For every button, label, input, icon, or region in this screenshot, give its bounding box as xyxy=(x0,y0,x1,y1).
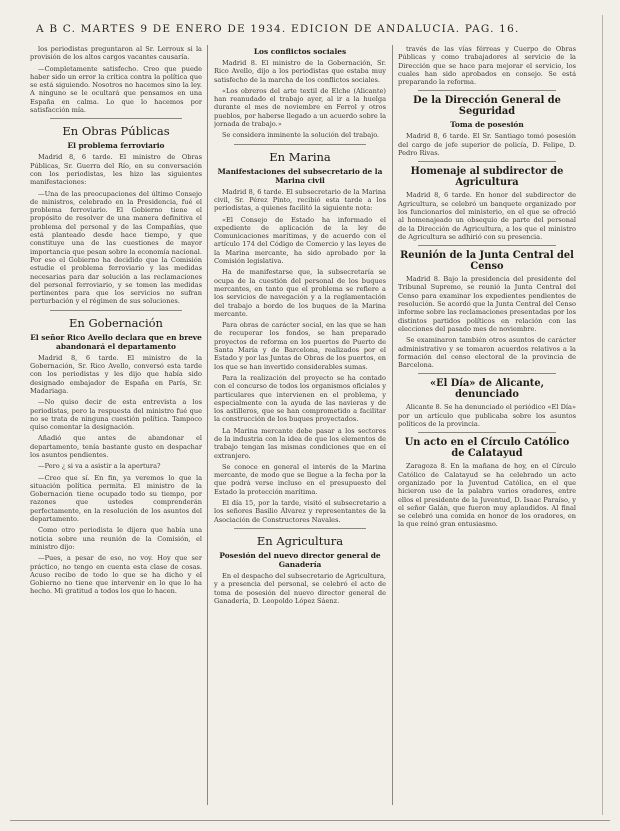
paragraph: través de las vías férreas y Cuerpo de Obras Públicas y como trabajadores al servicio de la Dirección que se hace para mejorar el servicio, los cuales han sido aprobados en consejo. Se está preparando la reforma. xyxy=(398,45,576,87)
section-rule xyxy=(234,528,366,529)
paragraph: Se examinaron también otros asuntos de carácter administrativo y se tomaron acuerdos relativos a la formación del censo electoral de la provincia de Barcelona. xyxy=(398,336,576,370)
paragraph: Madrid 8. Bajo la presidencia del presidente del Tribunal Supremo, se reunió la Junta Central del Censo para examinar los expedientes pendientes de resolución. Se acordó que la Junta Central del Censo informe sobre las reclamaciones presentadas por los distintos partidos políticos en relación con las elecciones del pasado mes de noviembre. xyxy=(398,275,576,333)
section-rule xyxy=(418,245,556,246)
paragraph: Añadió que antes de abandonar el departamento, tenía bastante gusto en despachar los asuntos pendientes. xyxy=(30,434,202,459)
paragraph: los periodistas preguntaron al Sr. Lerroux si la provisión de los altos cargos vacantes causaría. xyxy=(30,45,202,62)
paragraph: Para obras de carácter social, en las que se han de recuperar los fondos, se han preparado proyectos de reforma en los puertos de Puerto de Santa María y de Barcelona, realizados por el Estado y por las Juntas de Obras de los puertos, en los que se han invertido considerables sumas. xyxy=(214,321,386,371)
section-heading-homenaje: Homenaje al subdirector de Agricultura xyxy=(410,166,564,189)
section-heading-agricultura: En Agricultura xyxy=(256,533,344,548)
column-3 xyxy=(398,45,576,805)
paragraph: —Una de las preocupaciones del último Consejo de ministros, celebrado en la Presidencia, fué el problema ferroviario. El Gobierno tiene el propósito de resolver de una manera definitiva el problema del personal y de las Compañías, que está planteado desde hace tiempo, y que constituye una de las cuestiones de mayor importancia que pesan sobre la economía nacional. Por eso el Gobierno ha decidido que la Comisión estudie el problema ferroviario y las medidas necesarias para dar solución a las reclamaciones del personal ferroviario, y se tomen las medidas pertinentes para que los servicios no sufran perturbación y el régimen de sus soluciones. xyxy=(30,189,202,306)
section-rule xyxy=(418,373,556,374)
section-rule xyxy=(418,161,556,162)
paragraph: —No quiso decir de esta entrevista a los periodistas, pero la respuesta del ministro fué que no se trata de ninguna cuestión política. Tampoco quiso comentar la designación. xyxy=(30,398,202,432)
paragraph: Ha de manifestarse que, la subsecretaría se ocupa de la cuestión del personal de los buques mercantes, en tanto que el problema se refiere a los servicios de navegación y a la reglamentación del trabajo a bordo de los buques de la Marina mercante. xyxy=(214,268,386,318)
column-divider xyxy=(207,45,208,805)
section-rule xyxy=(50,118,182,119)
column-divider xyxy=(392,45,393,805)
section-heading-el-dia: «El Día» de Alicante, denunciado xyxy=(430,378,544,401)
paragraph: —Creo que sí. En fin, ya veremos lo que la situación política permita. El ministro de la Gobernación tiene ocupado todo su tiempo, por razones que ustedes comprenderán perfectamente, en la resolución de los asuntos del departamento. xyxy=(30,473,202,524)
paragraph: El día 15, por la tarde, visitó el subsecretario a los señores Basilio Álvarez y representantes de la Asociación de Constructores Navales. xyxy=(214,499,386,524)
paragraph: «El Consejo de Estado ha informado el expediente de aplicación de la ley de Comunicaciones marítimas, y de acuerdo con el artículo 174 del Código de Comercio y las leyes de la Marina mercante, ha sido aprobado por la Comisión legislativa. xyxy=(214,215,386,266)
paragraph: —Pues, a pesar de eso, no voy. Hoy que ser práctico, no tengo en cuenta esta clase de cosas. Acuso recibo de todo lo que se ha dicho y el Gobierno no tiene que intervenir en lo que lo ha hecho. Mi gratitud a todos los que lo hacen. xyxy=(30,554,202,596)
section-rule xyxy=(418,90,556,91)
subheading-posesion-ganaderia: Posesión del nuevo director general de Ganadería xyxy=(219,550,381,569)
paragraph: Madrid 8, 6 tarde. El ministro de Obras Públicas, Sr. Guerra del Río, en su conversación con los periodistas, les hizo las siguientes manifestaciones: xyxy=(30,153,202,187)
subheading-subsecretario-marina: Manifestaciones del subsecretario de la Marina civil xyxy=(217,166,383,185)
column-1 xyxy=(30,45,202,805)
paragraph: —Completamente satisfecho. Creo que puede haber sido un error la crítica contra la política que se está siguiendo. Nosotros no hacemos sino la ley. A ninguno se le ocultará que pensamos en una España en calma. Lo que lo hacemos por satisfacción mía. xyxy=(30,64,202,115)
paragraph: Se conoce en general el interés de la Marina mercante, de modo que se llegue a la fecha por la que podrá verse incluso en el presupuesto del Estado la protección marítima. xyxy=(214,462,386,496)
paragraph: Como otro periodista le dijera que había una noticia sobre una reunión de la Comisión, el ministro dijo: xyxy=(30,526,202,551)
page-edge-line xyxy=(602,15,603,815)
paragraph: Zaragoza 8. En la mañana de hoy, en el Círculo Católico de Calatayud se ha celebrado un acto organizado por la Juventud Católica, en el que hicieron uso de la palabra varios oradores, entre ellos el presidente de la Juventud, D. Isaac Paraíso, y el señor Galán, que fueron muy aplaudidos. Al final se celebró una comida en honor de los oradores, en la que reinó gran entusiasmo. xyxy=(398,462,576,529)
section-heading-direccion-seguridad: De la Dirección General de Seguridad xyxy=(413,95,561,118)
paragraph: Madrid 8, 6 tarde. El subsecretario de la Marina civil, Sr. Pérez Pinto, recibió esta tarde a los periodistas, a quienes facilitó la siguiente nota: xyxy=(214,187,386,213)
paragraph: Se considera inminente la solución del trabajo. xyxy=(222,131,380,140)
paragraph: Madrid 8, 6 tarde. El ministro de la Gobernación, Sr. Rico Avello, conversó esta tarde con los periodistas y les dijo que había sido designado embajador de España en París, Sr. Madariaga. xyxy=(30,353,202,395)
subheading-rico-avello: El señor Rico Avello declara que en breve abandonará el departamento xyxy=(30,332,202,351)
section-rule xyxy=(418,432,556,433)
section-heading-obras-publicas: En Obras Públicas xyxy=(62,124,170,139)
paragraph: Madrid 8, 6 tarde. El Sr. Santiago tomó posesión del cargo de jefe superior de policía, D. Felipe, D. Pedro Rivas. xyxy=(398,132,576,158)
section-rule xyxy=(50,310,182,311)
page-masthead: A B C. MARTES 9 DE ENERO DE 1934. EDICION DE ANDALUCIA. PAG. 16. xyxy=(36,23,520,35)
paragraph: En el despacho del subsecretario de Agricultura, y a presencia del personal, se celebró el acto de toma de posesión del nuevo director general de Ganadería, D. Leopoldo López Sáenz. xyxy=(214,571,386,605)
paragraph: Alicante 8. Se ha denunciado el periódico «El Día» por un artículo que publicaba sobre los asuntos políticos de la provincia. xyxy=(398,403,576,429)
subheading-toma-posesion: Toma de posesión xyxy=(450,120,524,130)
column-2 xyxy=(214,45,386,805)
paragraph: «Los obreros del arte textil de Elche (Alicante) han reanudado el trabajo ayer, al ir a la huelga durante el mes de noviembre en Ferrol y otros pueblos, por haberse llegado a un acuerdo sobre la jornada de trabajo.» xyxy=(214,86,386,129)
section-heading-circulo-catolico: Un acto en el Círculo Católico de Calatayud xyxy=(404,437,570,460)
section-heading-gobernacion: En Gobernación xyxy=(69,315,163,330)
paragraph: Madrid 8, 6 tarde. En honor del subdirector de Agricultura, se celebró un banquete organizado por los funcionarios del ministerio, en el que se ofreció al homenajeado un obsequio de parte del personal de la Dirección de Agricultura, a los que el ministro de Agricultura se adhirió con su presencia. xyxy=(398,191,576,241)
subheading-conflictos-sociales: Los conflictos sociales xyxy=(253,47,347,56)
paragraph: La Marina mercante debe pasar a los sectores de la industria con la idea de que los elementos de trabajo tengan las mismas condiciones que en el extranjero. xyxy=(214,426,386,460)
paragraph: Para la realización del proyecto se ha contado con el concurso de todos los organismos oficiales y particulares que intervienen en el problema, y especialmente con la ayuda de las navieras y de los astilleros, que se han comprometido a facilitar la construcción de los buques proyectados. xyxy=(214,373,386,424)
paragraph: —Pero ¿ si va a asistir a la apertura? xyxy=(38,462,161,471)
paragraph: Madrid 8. El ministro de la Gobernación, Sr. Rico Avello, dijo a los periodistas que estaba muy satisfecho de la marcha de los conflictos sociales. xyxy=(214,59,386,84)
section-rule xyxy=(234,144,366,145)
section-heading-marina: En Marina xyxy=(269,149,331,164)
subheading-problema-ferroviario: El problema ferroviario xyxy=(67,141,165,151)
section-heading-junta-censo: Reunión de la Junta Central del Censo xyxy=(400,250,574,273)
bottom-rule xyxy=(10,820,610,821)
